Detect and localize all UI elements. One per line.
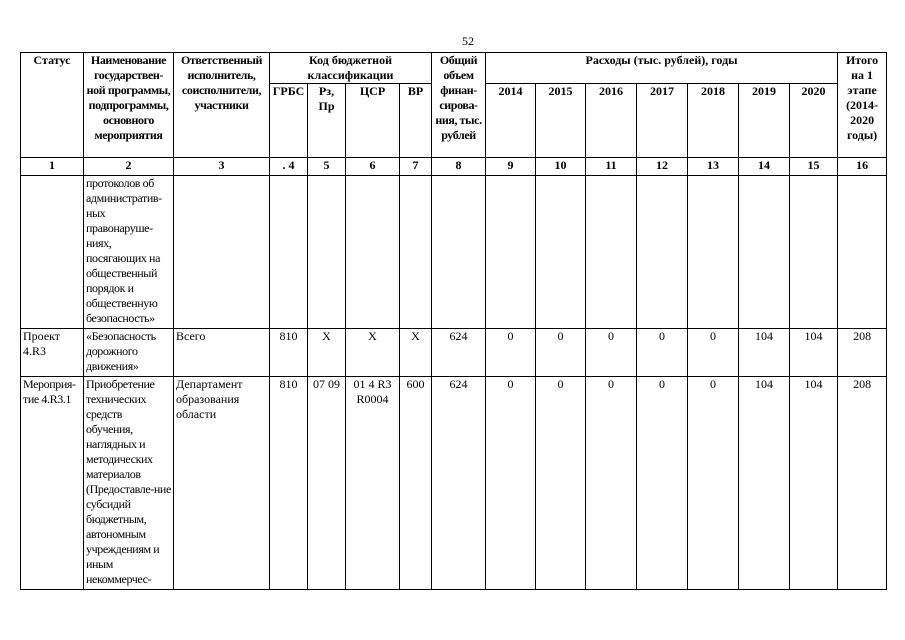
cell-2019: [739, 176, 790, 329]
cell-csr: 01 4 R3 R0004: [346, 377, 400, 590]
header-vr: ВР: [400, 84, 432, 158]
header-year-2016: 2016: [586, 84, 637, 158]
cell-2014: [486, 176, 536, 329]
cell-name: протоколов об административ-ных правонаруше-ниях, посягающих на общественный порядок и общественную безопасность»: [84, 176, 174, 329]
column-number: 2: [84, 158, 174, 176]
cell-name: Приобретение технических средств обучения, наглядных и методических материалов (Предоставле-ние субсидий бюджетным, автономным учреждениям и иным некоммерчес-: [84, 377, 174, 590]
table-row: [21, 176, 887, 329]
cell-2020: 104: [790, 329, 838, 377]
column-number: 15: [790, 158, 838, 176]
cell-2017: 0: [637, 329, 688, 377]
column-number: 9: [486, 158, 536, 176]
column-number: 8: [432, 158, 486, 176]
column-number: 3: [174, 158, 270, 176]
cell-name: «Безопасность дорожного движения»: [84, 329, 174, 377]
header-rzpr: Рз, Пр: [308, 84, 346, 158]
cell-stage-total: 208: [838, 377, 887, 590]
column-number: 12: [637, 158, 688, 176]
cell-2014: 0: [486, 377, 536, 590]
column-number: 7: [400, 158, 432, 176]
cell-vr: X: [400, 329, 432, 377]
cell-total: 624: [432, 377, 486, 590]
cell-rzpr: X: [308, 329, 346, 377]
cell-csr: [346, 176, 400, 329]
table-row: [21, 377, 887, 590]
cell-responsible: Департамент образования области: [174, 377, 270, 590]
cell-2016: 0: [586, 329, 637, 377]
header-expenses: Расходы (тыс. рублей), годы: [486, 53, 838, 84]
column-number: 11: [586, 158, 637, 176]
cell-stage-total: [838, 176, 887, 329]
cell-2018: 0: [688, 329, 739, 377]
cell-rzpr: 07 09: [308, 377, 346, 590]
table-row: [21, 329, 887, 377]
header-year-2020: 2020: [790, 84, 838, 158]
column-number: 5: [308, 158, 346, 176]
cell-vr: 600: [400, 377, 432, 590]
header-year-2018: 2018: [688, 84, 739, 158]
cell-total: [432, 176, 486, 329]
column-number: 6: [346, 158, 400, 176]
cell-2016: 0: [586, 377, 637, 590]
header-stage-total: Итого на 1 этапе (2014-2020 годы): [838, 53, 887, 158]
cell-2019: 104: [739, 377, 790, 590]
column-number: 13: [688, 158, 739, 176]
column-number: 16: [838, 158, 887, 176]
cell-grbs: 810: [270, 377, 308, 590]
header-name: Наименование государствен-ной программы, подпрограммы, основного мероприятия: [84, 53, 174, 158]
header-grbs: ГРБС: [270, 84, 308, 158]
cell-responsible: [174, 176, 270, 329]
cell-2020: 104: [790, 377, 838, 590]
cell-status: [21, 176, 84, 329]
cell-rzpr: [308, 176, 346, 329]
header-csr: ЦСР: [346, 84, 400, 158]
column-number-row: [21, 158, 887, 176]
header-total-volume: Общий объем финан-сирова-ния, тыс. рублей: [432, 53, 486, 158]
cell-grbs: [270, 176, 308, 329]
cell-csr: X: [346, 329, 400, 377]
header-budget-code: Код бюджетной классификации: [270, 53, 432, 84]
cell-status: Проект 4.R3: [21, 329, 84, 377]
column-number: 10: [536, 158, 586, 176]
cell-status: Мероприя-тие 4.R3.1: [21, 377, 84, 590]
cell-2018: 0: [688, 377, 739, 590]
header-year-2019: 2019: [739, 84, 790, 158]
cell-2017: [637, 176, 688, 329]
header-row-1: [21, 53, 887, 84]
cell-2015: 0: [536, 377, 586, 590]
column-number: 14: [739, 158, 790, 176]
column-number: 1: [21, 158, 84, 176]
header-responsible: Ответственный исполнитель, соисполнители, участники: [174, 53, 270, 158]
cell-2017: 0: [637, 377, 688, 590]
header-year-2017: 2017: [637, 84, 688, 158]
cell-2016: [586, 176, 637, 329]
cell-2019: 104: [739, 329, 790, 377]
header-year-2015: 2015: [536, 84, 586, 158]
cell-stage-total: 208: [838, 329, 887, 377]
header-status: Статус: [21, 53, 84, 158]
cell-vr: [400, 176, 432, 329]
column-number: . 4: [270, 158, 308, 176]
budget-table: [20, 52, 887, 590]
cell-2020: [790, 176, 838, 329]
cell-2014: 0: [486, 329, 536, 377]
page-number: 52: [462, 34, 474, 48]
header-year-2014: 2014: [486, 84, 536, 158]
cell-2015: [536, 176, 586, 329]
cell-grbs: 810: [270, 329, 308, 377]
cell-2018: [688, 176, 739, 329]
cell-2015: 0: [536, 329, 586, 377]
cell-total: 624: [432, 329, 486, 377]
cell-responsible: Всего: [174, 329, 270, 377]
